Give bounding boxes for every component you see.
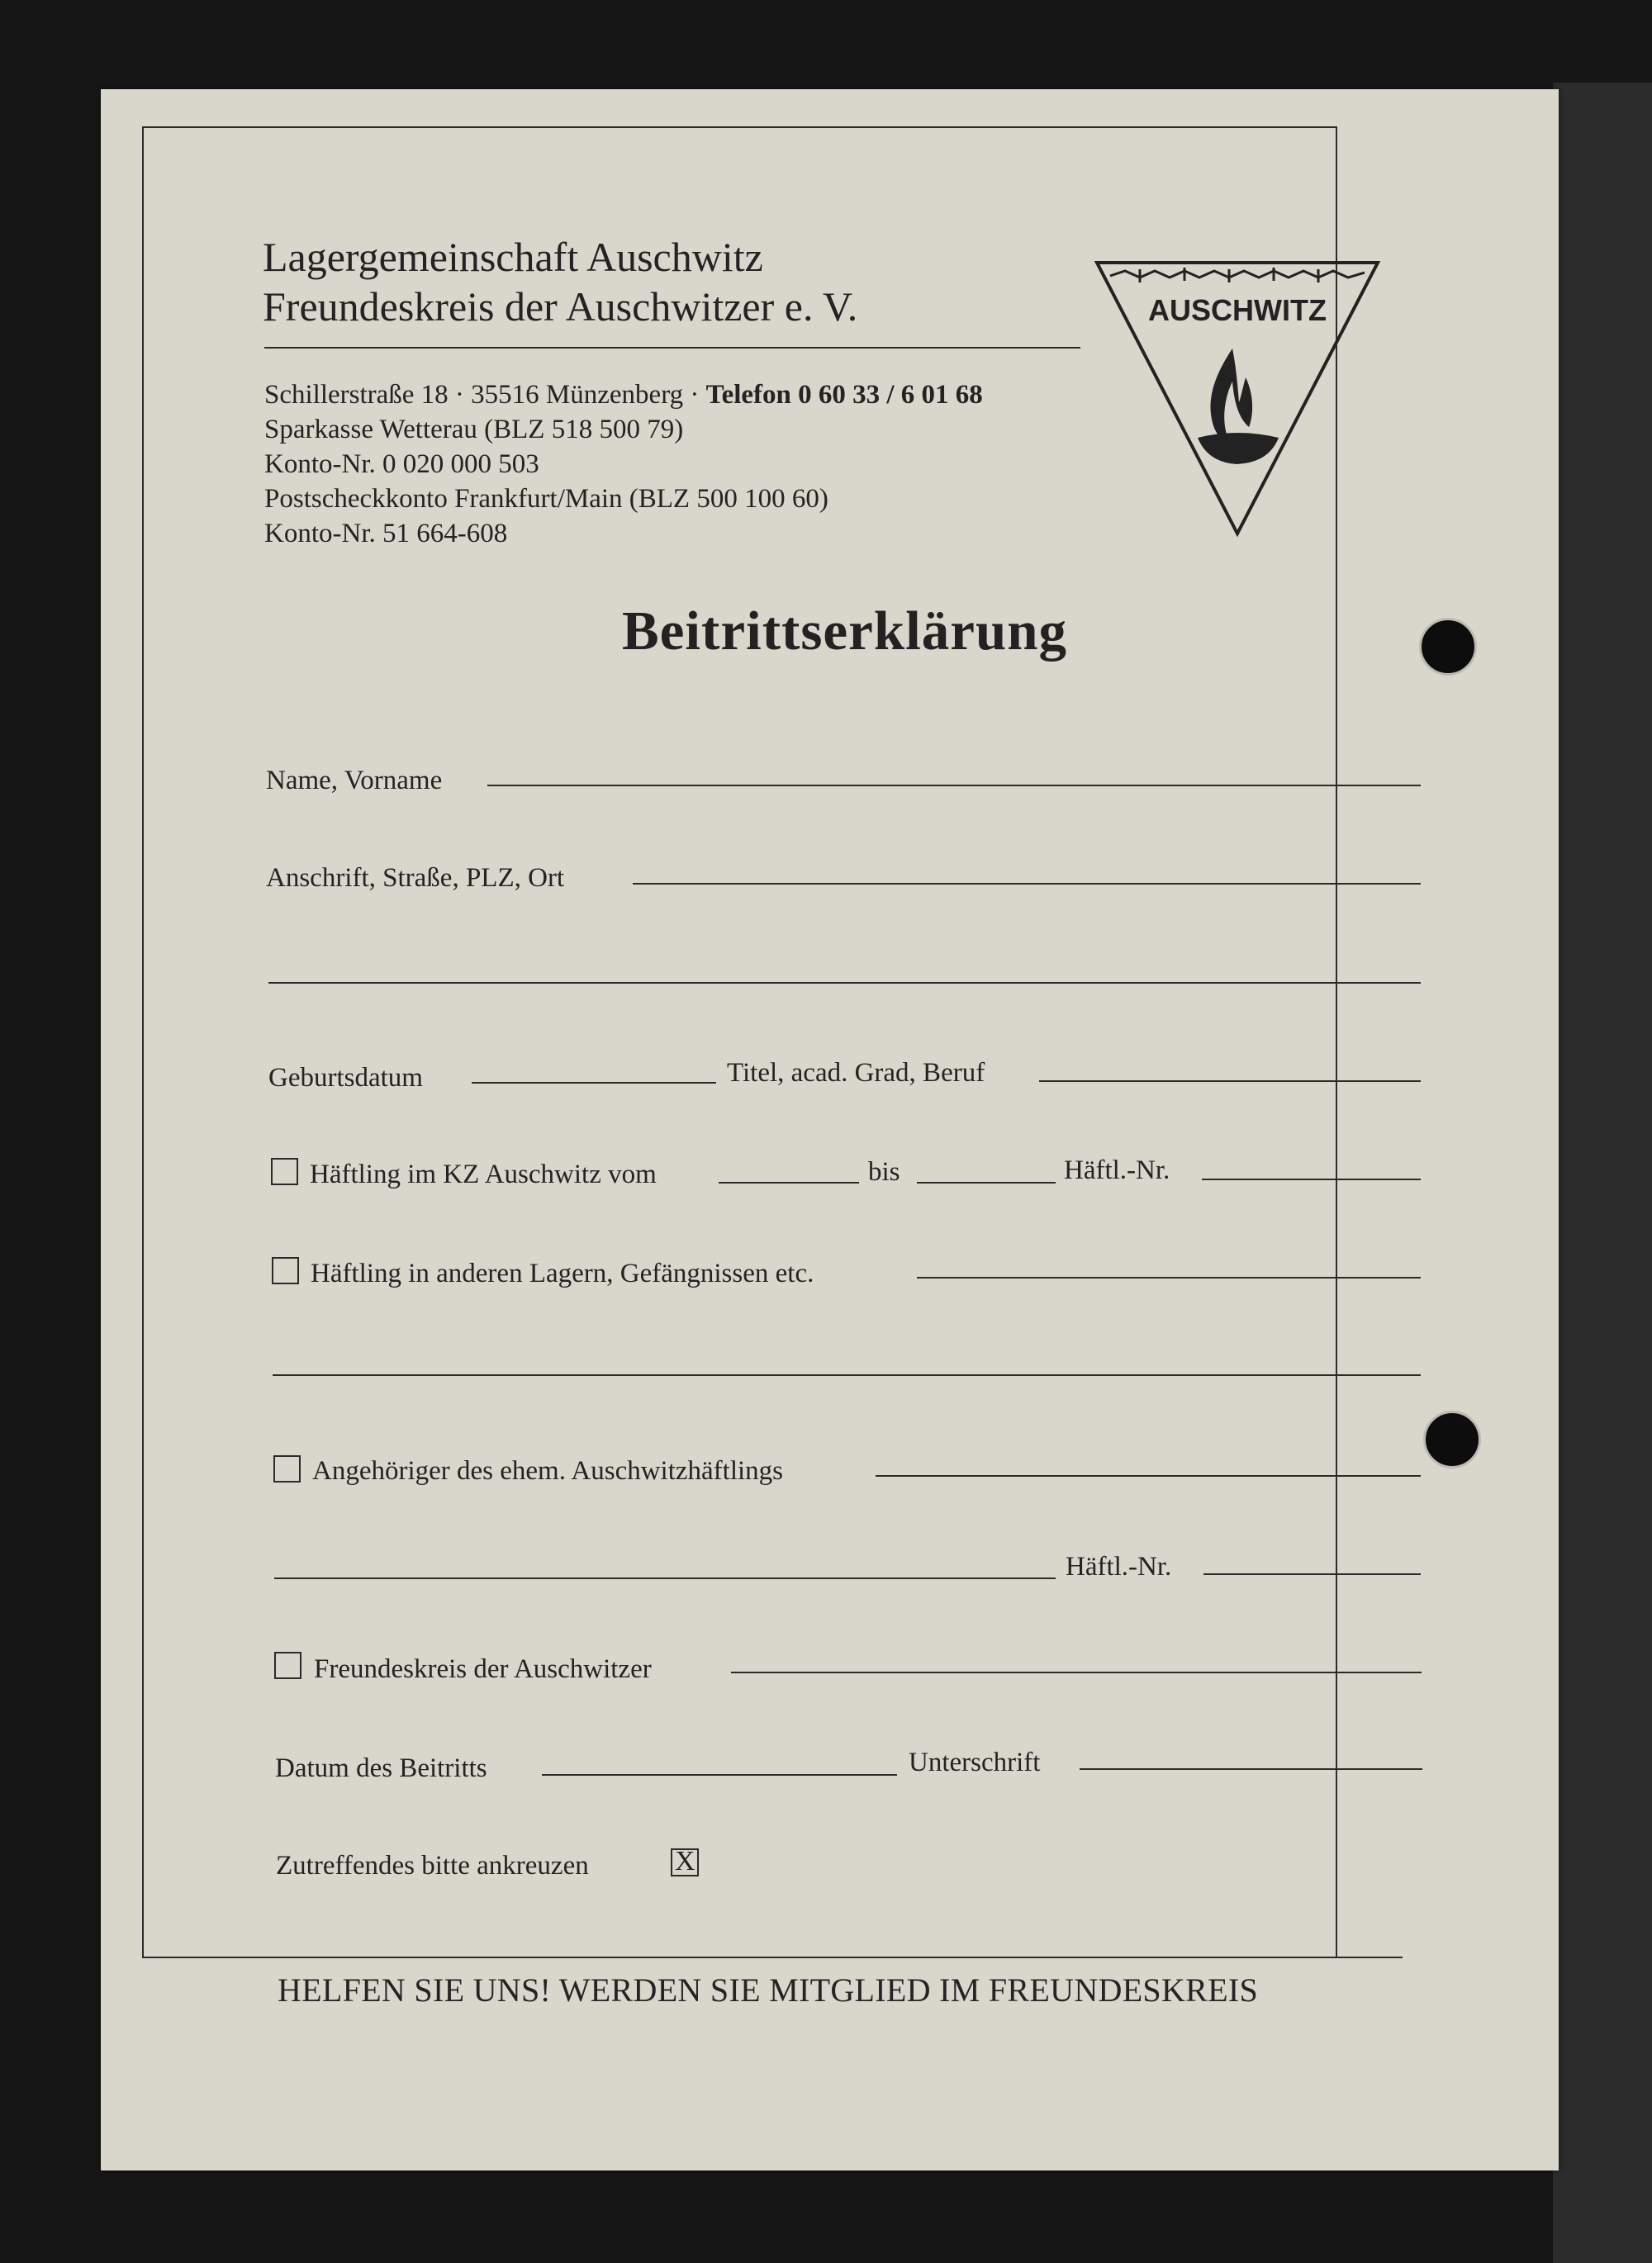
logo-text: AUSCHWITZ: [1148, 293, 1327, 327]
footer-slogan: HELFEN SIE UNS! WERDEN SIE MITGLIED IM FREUNDESKREIS: [278, 1971, 1259, 2009]
phone-number: Telefon 0 60 33 / 6 01 68: [705, 380, 983, 410]
relative-nr-field[interactable]: [1203, 1573, 1421, 1575]
friends-checkbox[interactable]: [274, 1652, 301, 1679]
prisoner-other-field[interactable]: [917, 1277, 1421, 1279]
prisoner-other-field-line-2[interactable]: [273, 1374, 1421, 1376]
instruction-text: Zutreffendes bitte ankreuzen: [276, 1851, 589, 1881]
punch-hole-bottom: [1423, 1411, 1481, 1468]
relative-label: Angehöriger des ehem. Auschwitzhäftlings: [312, 1456, 784, 1486]
prisoner-kz-label: Häftling im KZ Auschwitz vom: [310, 1160, 657, 1189]
footer-rule: [276, 1957, 1403, 1958]
organization-name: Lagergemeinschaft Auschwitz: [263, 234, 763, 280]
address-field-line-2[interactable]: [268, 982, 1421, 984]
name-label: Name, Vorname: [266, 766, 443, 795]
relative-nr-label: Häftl.-Nr.: [1066, 1552, 1172, 1582]
title-label: Titel, acad. Grad, Beruf: [727, 1058, 985, 1088]
prisoner-other-label: Häftling in anderen Lagern, Gefängnissen etc.: [311, 1259, 814, 1288]
address-street: Schillerstraße 18 · 35516 Münzenberg ·: [264, 380, 700, 410]
birthdate-label: Geburtsdatum: [268, 1063, 423, 1093]
auschwitz-logo: [1092, 258, 1383, 538]
relative-checkbox[interactable]: [273, 1455, 301, 1483]
friends-label: Freundeskreis der Auschwitzer: [314, 1654, 652, 1684]
address-line: [264, 382, 983, 409]
relative-field[interactable]: [876, 1475, 1421, 1477]
account-line-2: Konto-Nr. 51 664-608: [264, 519, 508, 548]
prisoner-kz-checkbox[interactable]: [271, 1158, 298, 1185]
join-date-label: Datum des Beitritts: [275, 1753, 487, 1783]
name-field[interactable]: [487, 785, 1421, 786]
join-date-field[interactable]: [542, 1774, 897, 1776]
title-field[interactable]: [1039, 1080, 1421, 1082]
prisoner-other-checkbox[interactable]: [272, 1257, 299, 1284]
header-rule: [264, 347, 1080, 349]
form-title: Beitrittserklärung: [621, 600, 1068, 662]
example-crossed-checkbox: [671, 1848, 699, 1876]
address-label: Anschrift, Straße, PLZ, Ort: [266, 863, 565, 893]
friends-field[interactable]: [731, 1672, 1422, 1673]
organization-subtitle: Freundeskreis der Auschwitzer e. V.: [263, 283, 858, 330]
prisoner-to-field[interactable]: [917, 1182, 1056, 1184]
prisoner-nr-label: Häftl.-Nr.: [1064, 1155, 1170, 1185]
signature-field[interactable]: [1080, 1768, 1422, 1770]
address-field[interactable]: [633, 883, 1421, 885]
prisoner-from-field[interactable]: [719, 1182, 859, 1184]
example-cross-mark: X: [675, 1846, 695, 1876]
relative-name-field[interactable]: [274, 1577, 1056, 1579]
account-line-1: Konto-Nr. 0 020 000 503: [264, 449, 539, 479]
birthdate-field[interactable]: [472, 1082, 716, 1084]
binder-edge: [1553, 83, 1652, 2263]
bank-line-2: Postscheckkonto Frankfurt/Main (BLZ 500 100 60): [264, 484, 828, 514]
bis-label: bis: [868, 1157, 900, 1187]
prisoner-nr-field[interactable]: [1202, 1179, 1421, 1180]
flame-triangle-icon: [1198, 349, 1279, 464]
bank-line-1: Sparkasse Wetterau (BLZ 518 500 79): [264, 415, 684, 444]
signature-label: Unterschrift: [909, 1748, 1041, 1777]
